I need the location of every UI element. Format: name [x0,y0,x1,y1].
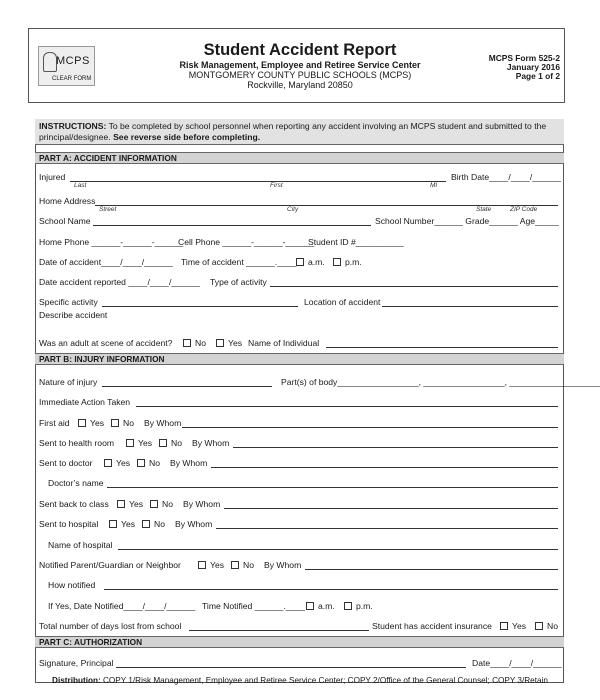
checkbox-icon [126,439,134,447]
adult-scene-label: Was an adult at scene of accident? [39,338,173,348]
to-doctor-label: Sent to doctor [39,458,93,468]
first-aid-yes-checkbox[interactable]: Yes [78,418,104,428]
instructions-label: INSTRUCTIONS: [39,121,107,131]
health-room-by-whom-label: By Whom [192,438,230,448]
home-phone-field[interactable]: Home Phone ______-______-______ [39,237,184,247]
location-of-accident-field[interactable] [382,306,558,307]
adult-scene-no-checkbox[interactable]: No [183,338,206,348]
to-doctor-yes-checkbox[interactable]: Yes [104,458,130,468]
time-notified-field[interactable]: Time Notified ______.____ [202,601,305,611]
checkbox-icon [142,520,150,528]
to-hospital-by-whom-field[interactable] [216,528,558,529]
zip-caption: ZIP Code [510,206,538,213]
checkbox-icon [78,419,86,427]
signature-label: Signature, Principal [39,658,114,668]
first-aid-label: First aid [39,418,70,428]
how-notified-label: How notified [48,580,96,590]
form-date: January 2016 [506,62,560,72]
notified-label: Notified Parent/Guardian or Neighbor [39,560,181,570]
part-a-heading: PART A: ACCIDENT INFORMATION [35,152,564,164]
first-aid-no-checkbox[interactable]: No [111,418,134,428]
back-to-class-label: Sent back to class [39,499,109,509]
health-room-yes-checkbox[interactable]: Yes [126,438,152,448]
to-doctor-by-whom-label: By Whom [170,458,208,468]
checkbox-icon [137,459,145,467]
immediate-action-field[interactable] [136,406,558,407]
notified-yes-checkbox[interactable]: Yes [198,560,224,570]
form-number: MCPS Form 525-2 [488,53,560,63]
injured-name-field[interactable] [70,181,446,182]
health-room-no-checkbox[interactable]: No [159,438,182,448]
health-room-by-whom-field[interactable] [233,447,558,448]
part-c-heading: PART C: AUTHORIZATION [35,636,564,648]
back-to-class-no-checkbox[interactable]: No [150,499,173,509]
back-to-class-by-whom-field[interactable] [224,508,558,509]
time-of-accident-field[interactable]: Time of accident ______.____ [181,257,297,267]
student-id-field[interactable]: Student ID #__________ [308,237,404,247]
checkbox-icon [111,419,119,427]
checkbox-icon [535,622,543,630]
back-to-class-by-whom-label: By Whom [183,499,221,509]
checkbox-icon [183,339,191,347]
checkbox-icon [231,561,239,569]
school-name-label: School Name [39,216,91,226]
checkbox-icon [296,258,304,266]
specific-activity-field[interactable] [102,306,298,307]
last-caption: Last [74,182,87,189]
nature-of-injury-field[interactable] [102,386,272,387]
first-caption: First [270,182,283,189]
checkbox-icon [333,258,341,266]
org-name: MONTGOMERY COUNTY PUBLIC SCHOOLS (MCPS) [188,70,412,80]
describe-accident-field[interactable] [110,310,558,332]
to-hospital-no-checkbox[interactable]: No [142,519,165,529]
immediate-action-label: Immediate Action Taken [39,397,131,407]
distribution-text: COPY 1/Risk Management, Employee and Retiree Service Center; COPY 2/Office of the General Counsel; COPY 3/Retain [103,676,548,685]
page-subtitle: Risk Management, Employee and Retiree Service Center [179,60,421,70]
part-b-heading: PART B: INJURY INFORMATION [35,353,564,365]
checkbox-icon [150,500,158,508]
clear-form-label: CLEAR FORM [52,76,92,82]
checkbox-icon [198,561,206,569]
name-of-hospital-field[interactable] [118,549,558,550]
nature-of-injury-label: Nature of injury [39,377,98,387]
logo-text: MCPS [56,55,90,67]
back-to-class-yes-checkbox[interactable]: Yes [117,499,143,509]
cell-phone-field[interactable]: Cell Phone ______-______-______ [178,237,315,247]
insurance-no-checkbox[interactable]: No [535,621,558,631]
state-caption: State [476,206,492,213]
type-of-activity-field[interactable] [270,286,558,287]
checkbox-icon [306,602,314,610]
accident-am-checkbox[interactable]: a.m. [296,257,325,267]
to-doctor-no-checkbox[interactable]: No [137,458,160,468]
school-number-field[interactable]: School Number______ Grade______ Age_____ [375,216,559,226]
home-address-label: Home Address [39,196,96,206]
first-aid-by-whom-field[interactable] [182,427,558,428]
authorization-date-field[interactable]: Date____/____/______ [472,658,562,668]
first-aid-by-whom-label: By Whom [144,418,182,428]
date-of-accident-field[interactable]: Date of accident____/____/______ [39,257,173,267]
doctors-name-field[interactable] [107,487,558,488]
birth-date-field[interactable]: Birth Date____/____/______ [451,172,561,182]
how-notified-field[interactable] [104,589,558,590]
notified-pm-checkbox[interactable]: p.m. [344,601,373,611]
insurance-yes-checkbox[interactable]: Yes [500,621,526,631]
distribution-footer [0,676,600,686]
page-title: Student Accident Report [203,41,397,59]
instructions [39,121,559,142]
to-doctor-by-whom-field[interactable] [211,467,558,468]
checkbox-icon [216,339,224,347]
name-individual-field[interactable] [326,347,558,348]
checkbox-icon [500,622,508,630]
name-of-hospital-label: Name of hospital [48,540,113,550]
org-location: Rockville, Maryland 20850 [247,80,353,90]
specific-activity-label: Specific activity [39,297,98,307]
notified-am-checkbox[interactable]: a.m. [306,601,335,611]
checkbox-icon [344,602,352,610]
notified-by-whom-label: By Whom [264,560,302,570]
mi-caption: MI [430,182,438,189]
to-hospital-by-whom-label: By Whom [175,519,213,529]
checkbox-icon [104,459,112,467]
form-page: Page 1 of 2 [515,71,560,81]
checkbox-icon [159,439,167,447]
injured-label: Injured [39,172,66,182]
signature-field[interactable] [116,667,466,668]
insurance-label: Student has accident insurance [372,621,492,631]
date-reported-field[interactable]: Date accident reported ____/____/______ [39,277,201,287]
checkbox-icon [117,500,125,508]
total-days-field[interactable] [189,630,369,631]
describe-accident-label: Describe accident [39,310,108,320]
type-of-activity-label: Type of activity [210,277,267,287]
city-caption: City [287,206,299,213]
name-individual-label: Name of Individual [248,338,320,348]
parts-of-body-field[interactable]: Part(s) of body_________________, _________________, ___________________ [281,377,600,387]
notified-no-checkbox[interactable]: No [231,560,254,570]
to-hospital-yes-checkbox[interactable]: Yes [109,519,135,529]
doctors-name-label: Doctor’s name [48,478,104,488]
to-hospital-label: Sent to hospital [39,519,99,529]
health-room-label: Sent to health room [39,438,115,448]
street-caption: Street [99,206,117,213]
instructions-bold: See reverse side before completing. [113,131,261,142]
date-notified-field[interactable]: If Yes, Date Notified____/____/______ [48,601,196,611]
distribution-label: Distribution: [52,676,101,685]
accident-pm-checkbox[interactable]: p.m. [333,257,362,267]
school-name-field[interactable] [93,225,371,226]
checkbox-icon [109,520,117,528]
adult-scene-yes-checkbox[interactable]: Yes [216,338,242,348]
location-of-accident-label: Location of accident [304,297,381,307]
notified-by-whom-field[interactable] [305,569,558,570]
total-days-label: Total number of days lost from school [39,621,182,631]
instructions-text: To be completed by school personnel when reporting any accident involving an MCPS student and submitted to the principal/designee. [39,121,547,142]
